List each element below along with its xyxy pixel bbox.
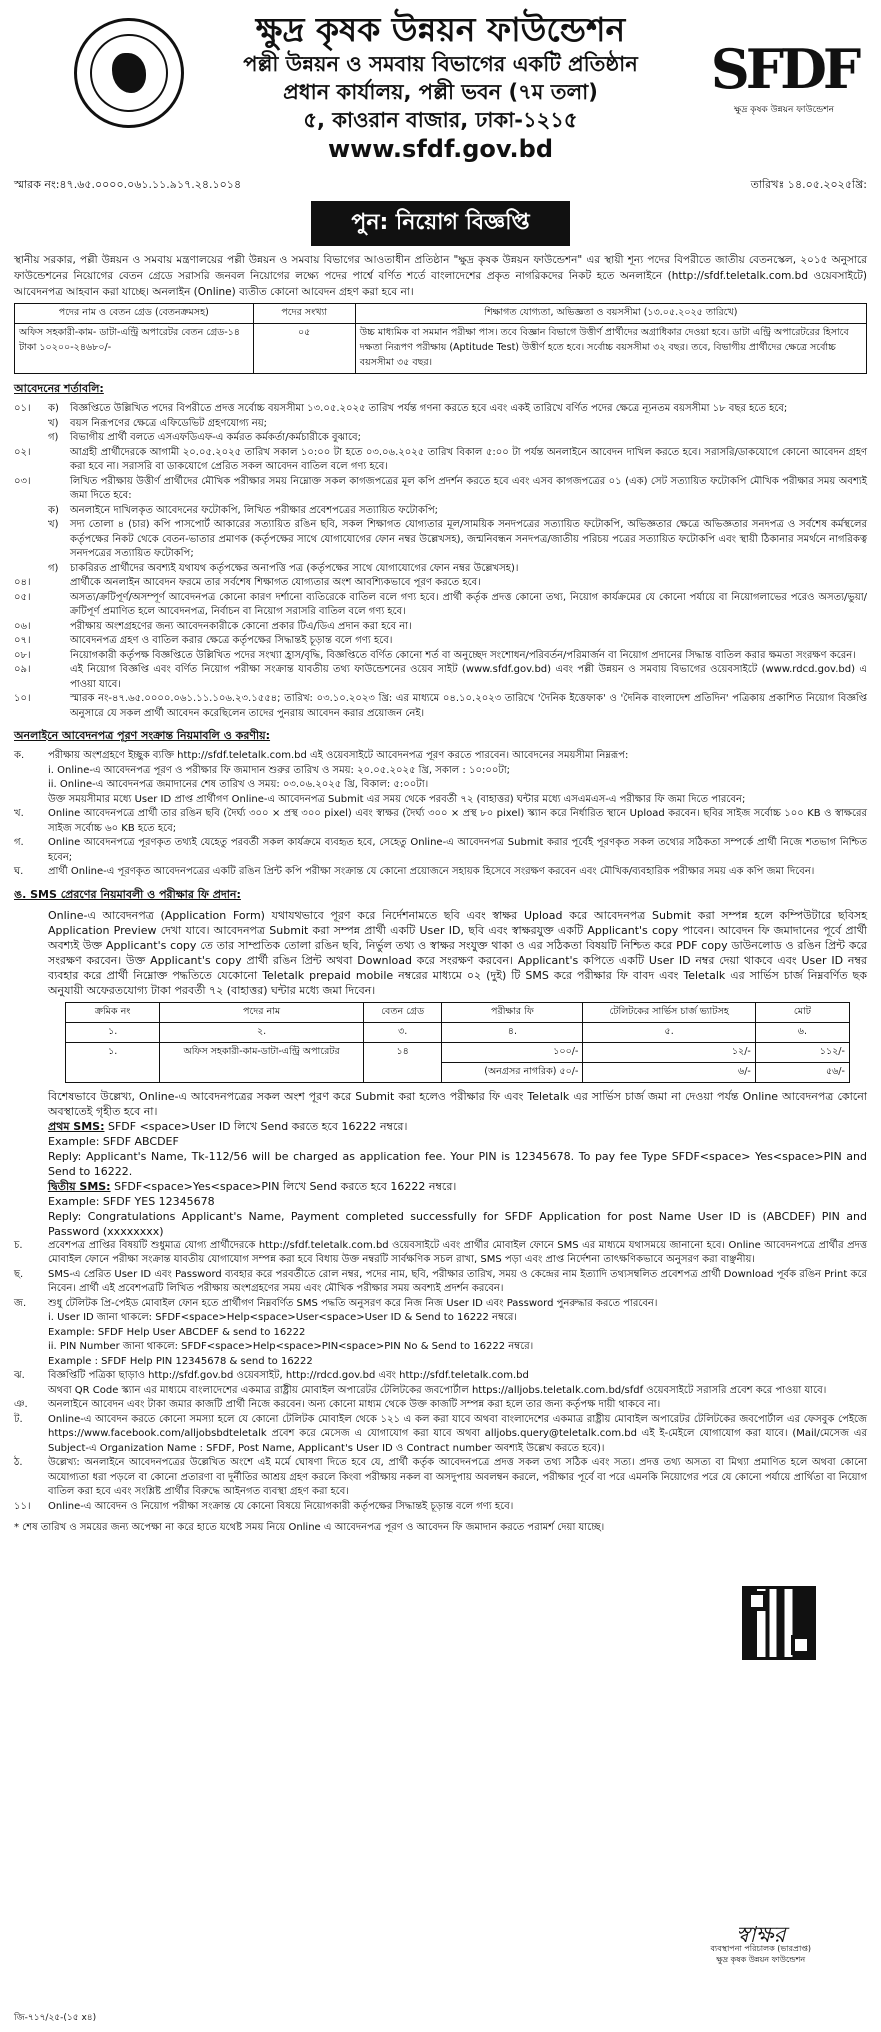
list-item: [14, 692, 867, 721]
sms1-instructions: SFDF <space>User ID লিখে Send করতে হবে 16222 নম্বরে।: [107, 1119, 408, 1133]
item-text: i. Online-এ আবেদনপত্র পূরণ ও পরীক্ষার ফি জমাদান শুরুর তারিখ ও সময়: ২০.০৫.২০২৫ খ্রি, সকাল : ১০:০০টা;: [48, 764, 511, 776]
list-item: [14, 749, 867, 764]
fee-general-cell: ১০০/-: [442, 1042, 583, 1062]
item-text: উক্ত সময়সীমার মধ্যে User ID প্রাপ্ত প্রার্থীগণ Online-এ আবেদনপত্র Submit এর সময় থেকে পরবর্তী ৭২ (বাহাত্তর) ঘন্টার মধ্যে এসএমএস-এ পরীক্ষার ফি জমা দিতে পারবেন;: [48, 793, 746, 805]
sfdf-logo: [710, 24, 858, 134]
total-general-cell: ১১২/-: [755, 1042, 849, 1062]
total-backward-cell: ৫৬/-: [755, 1062, 849, 1082]
item-text: ii. Online-এ আবেদনপত্র জমাদানের শেষ তারিখ ও সময়: ০৩.০৬.২০২৫ খ্রি, বিকাল: ৫:০০টা।: [48, 779, 429, 790]
charge-backward-cell: ৬/-: [583, 1062, 755, 1082]
item-text: Online আবেদনপত্রে প্রার্থী তার রঙিন ছবি (দৈর্ঘ্য ৩০০ × প্রস্থ ৩০০ pixel) এবং স্বাক্ষর (দৈর্ঘ্য ৩০০ × প্রস্থ ৮০ pixel) স্ক্যান করে নির্ধারিত স্থানে Upload করবেন। ছবির সাইজ সর্বোচ্চ ১০০ KB ও স্বাক্ষরের সাইজ সর্বোচ্চ ৬০ KB হতে হবে;: [48, 808, 867, 834]
header: [14, 0, 867, 170]
item-number: [14, 518, 48, 562]
list-item: [14, 620, 867, 635]
conditions-list: [14, 402, 867, 721]
posts-table: [14, 303, 867, 374]
table-header: মোট: [755, 1002, 849, 1022]
list-item: [14, 1239, 867, 1268]
list-item: [14, 1311, 867, 1326]
sfdf-logo-tag: ক্ষুদ্র কৃষক উন্নয়ন ফাউন্ডেশন: [734, 104, 834, 115]
sms-title: ঙ. SMS প্রেরণের নিয়মাবলী ও পরীক্ষার ফি প্রদান:: [14, 887, 241, 901]
item-number: [14, 1355, 48, 1370]
list-item: [14, 1369, 867, 1384]
item-text: Example: SFDF Help User ABCDEF & send to 16222: [48, 1326, 306, 1338]
item-number: [14, 764, 48, 779]
list-item: [14, 1384, 867, 1399]
table-header: টেলিটকের সার্ভিস চার্জ ভ্যাটসহ: [583, 1002, 755, 1022]
item-sub-number: [48, 446, 70, 475]
list-item: [14, 1355, 867, 1370]
sms-instructions: Online-এ আবেদনপত্র (Application Form) যথাযথভাবে পূরণ করে নির্দেশনামতে ছবি এবং স্বাক্ষর Upload করে আবেদনপত্র Submit করা সম্পন্ন হলে কম্পিউটারে ছবিসহ Application Preview দেখা যাবে। আবেদনপত্র Submit করা সম্পন্ন প্রার্থী একটি User ID, ছবি এবং স্বাক্ষরযুক্ত একটি Applicant's copy পাবেন। আবেদন ফি জমাদানের পূর্বে প্রার্থী অবশ্যই উক্ত Applicant's copy তে তার সাম্প্রতিক তোলা রঙিন ছবি, নির্ভুল তথ্য ও স্বাক্ষর সংযুক্ত থাকা ও এর সঠিকতা বিষয়টি নিশ্চিত করে PDF copy ডাউনলোড ও রঙিন প্রিন্ট করে সংরক্ষণ করবেন। উক্ত Applicant's copy প্রার্থী রঙিন প্রিন্ট অথবা Download করে সংরক্ষণ করবেন। Applicant's কপিতে একটি User ID নম্বর দেয়া থাকবে এবং User ID নম্বর ব্যবহার করে প্রার্থী নিম্নোক্ত পদ্ধতিতে যেকোনো Teletalk prepaid mobile নম্বরের মাধ্যমে ০২ (দুই) টি SMS করে পরীক্ষার ফি বাবদ এবং Teletalk এর সার্ভিস চার্জ নিম্নবর্ণিত ছক অনুযায়ী অফেরতযোগ্য টাকা পরবর্তী ৭২ (বাহাত্তর) ঘন্টার মধ্যে জমা দিবেন।: [48, 908, 867, 997]
table-header: পদের সংখ্যা: [253, 304, 355, 324]
item-number: ঝ.: [14, 1370, 25, 1381]
index-cell: ৩.: [363, 1022, 441, 1042]
item-number: ১০।: [14, 693, 31, 704]
table-header: শিক্ষাগত যোগ্যতা, অভিজ্ঞতা ও বয়সসীমা (১৩.০৫.২০২৫ তারিখে): [355, 304, 866, 324]
list-item: [14, 417, 867, 432]
org-name: ক্ষুদ্র কৃষক উন্নয়ন ফাউন্ডেশন: [255, 10, 626, 49]
item-text: আগ্রহী প্রার্থীদেরকে আগামী ২০.০৫.২০২৫ তারিখ সকাল ১০:০০ টা হতে ০৩.০৬.২০২৫ তারিখ বিকাল ৫:০০ টা পর্যন্ত অনলাইনে আবেদন দাখিল করতে হবে। সরাসরি/ডাকযোগে কোনো আবেদন গ্রহণ করা হবে না। সরাসরি বা ডাকযোগে প্রেরিত সকল আবেদন বাতিল বলে গণ্য হবে।: [70, 446, 867, 472]
index-cell: ২.: [160, 1022, 364, 1042]
item-number: ০১।: [14, 403, 31, 414]
list-item: [14, 778, 867, 793]
item-number: গ.: [14, 837, 24, 848]
item-text: ii. PIN Number জানা থাকলে: SFDF<space>Help<space>PIN<space>PIN No & Send to 16222 নম্বরে।: [48, 1341, 534, 1352]
item-number: ০৬।: [14, 620, 31, 632]
item-text: অসত্য/ক্রটিপূর্ণ/অসম্পূর্ণ আবেদনপত্র কোনো কারণ দর্শানো ব্যতিরেকে বাতিল বলে গণ্য হবে। প্রার্থী কর্তৃক প্রদত্ত কোনো তথ্য, নিয়োগ কার্যক্রমের যে কোনো পর্যায়ে বা নিয়োগলাভের পরেও অসত্য/ভুয়া/ক্রটিপূর্ণ প্রমাণিত হলে আবেদনপত্র, নির্বাচন বা নিয়োগ সরাসরি বাতিল বলে গণ্য হবে।: [70, 591, 867, 617]
list-item: [14, 504, 867, 519]
post-count-cell: ০৫: [253, 324, 355, 374]
table-header: পরীক্ষার ফি: [442, 1002, 583, 1022]
list-item: [14, 1413, 867, 1457]
list-item: [14, 475, 867, 504]
item-sub-number: [48, 576, 70, 591]
item-text: লিখিত পরীক্ষায় উত্তীর্ণ প্রার্থীদের মৌখিক পরীক্ষার সময় নিম্নোক্ত সকল কাগজপত্রের মূল কপি প্রদর্শন করতে হবে এবং এসব কাগজপত্রের ০১ (এক) সেট সত্যায়িত ফটোকপি মৌখিক পরীক্ষার সময় অবশ্যই জমা দিতে হবে:: [70, 475, 867, 501]
item-number: ঞ.: [14, 1399, 28, 1410]
signature-mark: স্বাক্ষর: [735, 1923, 786, 1948]
item-sub-number: [48, 663, 70, 692]
footnote: * শেষ তারিখ ও সময়ের জন্য অপেক্ষা না করে হাতে যথেষ্ট সময় নিয়ে Online এ আবেদনপত্র পূরণ ও আবেদন ফি জমাদান করতে পরামর্শ দেয়া যাচ্ছে।: [14, 1522, 605, 1533]
item-sub-number: খ): [48, 519, 59, 530]
item-number: ০৯।: [14, 664, 31, 675]
memo-row: [14, 176, 867, 195]
bangladesh-map-icon: [112, 53, 146, 93]
fee-backward-cell: (অনগ্রসর নাগরিক) ৫০/-: [442, 1062, 583, 1082]
item-text: চাকরিরত প্রার্থীদের অবশ্যই যথাযথ কর্তৃপক্ষের অনাপত্তি পত্র (কর্তৃপক্ষের সাথে যোগাযোগের ফোন নম্বর উল্লেখসহ)।: [70, 562, 519, 574]
list-item: [14, 591, 867, 620]
item-number: [14, 431, 48, 446]
item-text: প্রবেশপত্র প্রাপ্তির বিষয়টি শুধুমাত্র যোগ্য প্রার্থীদেরকে http://sfdf.teletalk.com.bd ওয়েবসাইটে এবং প্রার্থীর মোবাইল ফোনে SMS এর মাধ্যমে যথাসময়ে জানানো হবে। Online আবেদনপত্রে প্রার্থীর প্রদত্ত মোবাইল ফোনে পরীক্ষা সংক্রান্ত যাবতীয় যোগাযোগ সম্পন্ন করা হবে বিধায় উক্ত নম্বরটি সার্বক্ষণিক সচল রাখা, SMS পড়া এবং প্রাপ্ত নির্দেশনা তাৎক্ষণিকভাবে অনুসরণ করা বাঞ্ছনীয়।: [48, 1239, 867, 1265]
item-text: নিয়োগকারী কর্তৃপক্ষ বিজ্ঞপ্তিতে উল্লিখিত পদের সংখ্যা হ্রাস/বৃদ্ধি, বিজ্ঞপ্তিতে বর্ণিত কোনো শর্ত বা অনুচ্ছেদ সংশোধন/পরিবর্তন/পরিমার্জন বা নিয়োগ প্রদানের সিদ্ধান্ত বাতিল করার ক্ষমতা সংরক্ষণ করেন।: [70, 649, 856, 661]
item-text: বিভাগীয় প্রার্থী বলতে এসএফডিএফ-এ কর্মরত কর্মকর্তা/কর্মচারীকে বুঝাবে;: [70, 432, 361, 443]
online-title: অনলাইনে আবেদনপত্র পূরণ সংক্রান্ত নিয়মাবলি ও করণীয়:: [14, 729, 271, 742]
serial-cell: ১.: [66, 1042, 160, 1082]
item-text: এই নিয়োগ বিজ্ঞপ্তি এবং বর্ণিত নিয়োগ পরীক্ষা সংক্রান্ত যাবতীয় তথ্য ফাউন্ডেশনের ওয়েব সাইট (www.sfdf.gov.bd) এবং পল্লী উন্নয়ন ও সমবায় বিভাগের ওয়েবসাইটে (www.rdcd.gov.bd) এ পাওয়া যাবে।: [70, 664, 867, 690]
memo-ref: স্মারক নং:৪৭.৬৫.০০০০.০৬১.১১.৯১৭.২৪.১০১৪: [14, 178, 242, 191]
table-row: [66, 1022, 850, 1042]
list-item: [14, 865, 867, 880]
list-item: [14, 518, 867, 562]
item-text: অথবা QR Code স্ক্যান এর মাধ্যমে বাংলাদেশের একমাত্র রাষ্ট্রীয় মোবাইল অপারেটর টেলিটকের জবপোর্টাল https://alljobs.teletalk.com.bd/sfdf ওয়েবসাইটে সরাসরি প্রবেশ করে পাওয়া যাবে।: [48, 1384, 827, 1396]
office-name: প্রধান কার্যালয়, পল্লী ভবন (৭ম তলা): [283, 80, 598, 104]
list-item: [14, 836, 867, 865]
item-sub-number: ক): [48, 403, 59, 414]
item-text: Online আবেদনপত্রে পূরণকৃত তথ্যই যেহেতু পরবর্তী সকল কার্যক্রমে ব্যবহৃত হবে, সেহেতু Online-এ আবেদনপত্র Submit করার পূর্বেই পূরণকৃত সকল তথ্যের সঠিকতা সম্পর্কে প্রার্থী নিজে শতভাগ নিশ্চিত হবেন;: [48, 837, 867, 863]
table-header: পদের নাম: [160, 1002, 364, 1022]
table-row: [15, 324, 867, 374]
list-item: [14, 793, 867, 808]
item-number: [14, 1340, 48, 1355]
item-text: অনলাইনে দাখিলকৃত আবেদনের ফটোকপি, লিখিত পরীক্ষার প্রবেশপত্রের সত্যায়িত ফটোকপি;: [70, 504, 438, 516]
sms2-example: Example: SFDF YES 12345678: [48, 1194, 215, 1208]
post-cell: অফিস সহকারী-কাম-ডাটা-এন্ট্রি অপারেটর: [160, 1042, 364, 1082]
memo-date: তারিখঃ ১৪.০৫.২০২৫খ্রি:: [750, 178, 867, 191]
item-number: ০৪।: [14, 577, 31, 588]
sms2-reply: Reply: Congratulations Applicant's Name, Payment completed successfully for SFDF Application for post Name User ID is (ABCDEF) PIN and Password (xxxxxxxx): [48, 1209, 867, 1238]
table-header: পদের নাম ও বেতন গ্রেড (বেতনক্রমসহ): [15, 304, 254, 324]
list-item: [14, 1268, 867, 1297]
item-number: [14, 417, 48, 432]
office-address: ৫, কাওরান বাজার, ঢাকা-১২১৫: [303, 108, 578, 132]
table-header: ক্রমিক নং: [66, 1002, 160, 1022]
charge-general-cell: ১২/-: [583, 1042, 755, 1062]
item-text: বয়স নিরূপণের ক্ষেত্রে এফিডেভিট গ্রহণযোগ্য নয়;: [70, 417, 268, 429]
item-number: ঠ.: [14, 1457, 23, 1468]
sms1-reply: Reply: Applicant's Name, Tk-112/56 will be charged as application fee. Your PIN is 12345678. To pay fee Type SFDF<space> Yes<space>PIN and Send to 16222.: [48, 1149, 867, 1178]
item-number: [14, 1326, 48, 1341]
item-number: ০২।: [14, 446, 31, 458]
item-number: [14, 562, 48, 577]
online-rules-list: [14, 749, 867, 880]
item-text: বিজ্ঞপ্তিতে উল্লিখিত পদের বিপরীতে প্রদত্ত সর্বোচ্চ বয়সসীমা ১৩.০৫.২০২৫ তারিখ পর্যন্ত গণনা করতে হবে এবং একই তারিখে বর্ণিত পদের ক্ষেত্রে ন্যূনতম বয়সসীমা ১৮ বছর হতে হবে;: [70, 403, 788, 414]
item-text: Online-এ আবেদন ও নিয়োগ পরীক্ষা সংক্রান্ত যে কোনো বিষয়ে নিয়োগকারী কর্তৃপক্ষের সিদ্ধান্তই চূড়ান্ত বলে গণ্য হবে।: [48, 1500, 514, 1512]
list-item: [14, 576, 867, 591]
item-sub-number: ক): [48, 504, 59, 516]
item-number: [14, 504, 48, 519]
item-text: Example : SFDF Help PIN 12345678 & send to 16222: [48, 1355, 313, 1367]
list-item: [14, 402, 867, 417]
item-sub-number: [48, 634, 70, 649]
item-number: [14, 1311, 48, 1326]
item-text: i. User ID জানা থাকলে: SFDF<space>Help<space>User<space>User ID & Send to 16222 নম্বরে।: [48, 1312, 517, 1323]
list-item: [14, 634, 867, 649]
item-number: জ.: [14, 1297, 27, 1309]
index-cell: ৫.: [583, 1022, 755, 1042]
sfdf-logo-mark: SFDF: [710, 36, 858, 101]
website[interactable]: www.sfdf.gov.bd: [327, 135, 554, 163]
fees-table: [65, 1002, 850, 1083]
notice-banner: পুন: নিয়োগ বিজ্ঞপ্তি: [311, 201, 569, 246]
item-number: ঘ.: [14, 866, 24, 877]
signatory-title: ব্যবস্থাপনা পরিচালক (ভারপ্রাপ্ত): [710, 1944, 811, 1953]
list-item: [14, 1340, 867, 1355]
item-number: ১১।: [14, 1500, 31, 1512]
item-text: প্রার্থী Online-এ পূরণকৃত আবেদনপত্রের একটি রঙিন প্রিন্ট কপি পরীক্ষা সংক্রান্ত যে কোনো প্রয়োজনে সহায়ক হিসেবে সংরক্ষণ করবেন এবং মৌখিক/ব্যবহারিক পরীক্ষার সময় এক কপি জমা দিবেন।: [48, 866, 815, 877]
item-number: ছ.: [14, 1268, 24, 1280]
item-number: চ.: [14, 1239, 23, 1251]
print-code: জি-৭১৭/২৫-(১৫ x৪): [14, 2013, 97, 2023]
sms2-label: দ্বিতীয় SMS:: [48, 1179, 111, 1193]
item-sub-number: গ): [48, 432, 59, 443]
item-sub-number: [48, 591, 70, 620]
list-item: [14, 1500, 867, 1515]
item-number: [14, 793, 48, 808]
item-number: ০৫।: [14, 591, 31, 603]
list-item: [14, 431, 867, 446]
signature-block: [710, 1923, 811, 1965]
govt-seal-logo: [74, 18, 184, 128]
item-sub-number: খ): [48, 417, 59, 429]
org-subtitle: পল্লী উন্নয়ন ও সমবায় বিভাগের একটি প্রতিষ্ঠান: [243, 52, 638, 76]
list-item: [14, 807, 867, 836]
item-text: সদ্য তোলা ৪ (চার) কপি পাসপোর্ট আকারের সত্যায়িত রঙিন ছবি, সকল শিক্ষাগত যোগ্যতার মূল/সাময়িক সনদপত্রের সত্যায়িত ফটোকপি, অভিজ্ঞতার ক্ষেত্রে অভিজ্ঞতার সনদপত্র ও সর্বশেষ কর্মস্থলের কর্তৃপক্ষের নিকট থেকে বেতন-ভাতার প্রমাণক (কর্তৃপক্ষের সাথে যোগাযোগের ফোন নম্বর উল্লেখসহ), জন্মনিবন্ধন সনদপত্র/জাতীয় পরিচয় পত্রের সত্যায়িত ফটোকপি এবং স্থায়ী ঠিকানার সমর্থনে নাগরিকত্ব সনদপত্রের সত্যায়িত ফটোকপি;: [70, 519, 867, 559]
item-number: খ.: [14, 808, 24, 819]
sms2-instructions: SFDF<space>Yes<space>PIN লিখে Send করতে হবে 16222 নম্বরে।: [114, 1179, 457, 1193]
list-item: [14, 764, 867, 779]
intro-paragraph: স্থানীয় সরকার, পল্লী উন্নয়ন ও সমবায় মন্ত্রণালয়ের পল্লী উন্নয়ন ও সমবায় বিভাগের আওতাধীন প্রতিষ্ঠান "ক্ষুদ্র কৃষক উন্নয়ন ফাউন্ডেশন" এর স্থায়ী শূন্য পদের বিপরীতে জাতীয় বেতনস্কেল, ২০১৫ অনুসারে ফাউন্ডেশনের নিয়োগের বেতন গ্রেডে সরাসরি জনবল নিয়োগের লক্ষ্যে পদের পার্শ্বে বর্ণিত শর্তে বাংলাদেশের প্রকৃত নাগরিকদের নিকট হতে অনলাইনে (http://sfdf.teletalk.com.bd ওয়েবসাইটে) আবেদনপত্র আহবান করা যাচ্ছে। অনলাইন (Online) ব্যতীত কোনো আবেদন গ্রহণ করা হবে না।: [14, 254, 867, 298]
sms-after-note: বিশেষভাবে উল্লেখ্য, Online-এ আবেদনপত্রের সকল অংশ পূরণ করে Submit করা হলেও পরীক্ষার ফি এবং Teletalk এর সার্ভিস চার্জ জমা না দেওয়া পর্যন্ত Online আবেদনপত্র কোনো অবস্থাতেই গৃহীত হবে না।: [48, 1089, 867, 1118]
item-text: পরীক্ষায় অংশগ্রহণে ইচ্ছুক ব্যক্তি http://sfdf.teletalk.com.bd এই ওয়েবসাইটে আবেদনপত্র পূরণ করতে পারবেন। আবেদনের সময়সীমা নিম্নরূপ:: [48, 750, 629, 761]
list-item: [14, 1398, 867, 1413]
item-text: প্রার্থীকে অনলাইন আবেদন ফরমে তার সর্বশেষ শিক্ষাগত যোগ্যতার অংশ আবশ্যিকভাবে পূরণ করতে হবে।: [70, 577, 481, 588]
item-text: স্মারক নং-৪৭.৬৫.০০০০.০৬১.১১.১০৬.২৩.১৫৫৪; তারিখ: ০৩.১০.২০২৩ খ্রি: এর মাধ্যমে ০৪.১০.২০২৩ তারিখে 'দৈনিক ইত্তেফাক' ও 'দৈনিক বাংলাদেশ প্রতিদিন' পত্রিকায় প্রকাশিত নিয়োগ বিজ্ঞপ্তি অনুসারে যে সকল প্রার্থী আবেদন করেছিলেন তাদের পুনরায় আবেদন করার প্রয়োজন নেই।: [70, 693, 867, 719]
item-number: ০৮।: [14, 649, 31, 661]
item-text: উল্লেখ্য: অনলাইনে আবেদনপত্রের উল্লেখিত অংশে এই মর্মে ঘোষণা দিতে হবে যে, প্রার্থী কর্তৃক আবেদনপত্রে প্রদত্ত সকল তথ্য সঠিক এবং সত্য। প্রদত্ত তথ্য অসত্য বা মিথ্যা প্রমাণিত হলে অথবা কোনো অযোগ্যতা ধরা পড়লে বা কোনো প্রতারণা বা দুর্নীতির আশ্রয় গ্রহণ করলে কিংবা পরীক্ষায় নকল বা অসদুপায় অবলম্বন করলে, পরীক্ষার পূর্বে বা পরে এমনকি নিয়োগের পরে যে কোনো পর্যায়ে প্রার্থিতা বা নিয়োগ বাতিল করা হবে এবং সংশ্লিষ্ট প্রার্থীর বিরুদ্ধে আইনগত ব্যবস্থা গ্রহণ করা হবে।: [48, 1457, 867, 1497]
item-text: অনলাইনে আবেদন এবং টাকা জমার কাজটি প্রার্থী নিজে করবেন। অন্য কোনো মাধ্যম থেকে উক্ত কাজটি সম্পন্ন করা হলে তার জন্য কর্তৃপক্ষ দায়ী থাকবে না।: [48, 1399, 661, 1410]
index-cell: ৪.: [442, 1022, 583, 1042]
list-item: [14, 1326, 867, 1341]
item-number: ট.: [14, 1413, 23, 1425]
list-item: [14, 1297, 867, 1312]
table-header: বেতন গ্রেড: [363, 1002, 441, 1022]
list-item: [14, 649, 867, 664]
item-sub-number: [48, 475, 70, 504]
qr-code-icon[interactable]: [742, 1586, 816, 1660]
sms1-label: প্রথম SMS:: [48, 1119, 105, 1133]
item-sub-number: গ): [48, 562, 59, 574]
list-item: [14, 446, 867, 475]
list-item: [14, 562, 867, 577]
online-more-list: [14, 1239, 867, 1515]
item-text: বিজ্ঞপ্তিটি পত্রিকা ছাড়াও http://sfdf.gov.bd ওয়েবসাইট, http://rdcd.gov.bd এবং http://sfdf.teletalk.com.bd: [48, 1370, 529, 1381]
item-number: [14, 1384, 48, 1399]
sms1-example: Example: SFDF ABCDEF: [48, 1134, 179, 1148]
item-text: আবেদনপত্র গ্রহণ ও বাতিল করার ক্ষেত্রে কর্তৃপক্ষের সিদ্ধান্তই চূড়ান্ত বলে গণ্য হবে।: [70, 635, 393, 646]
item-number: ০৭।: [14, 635, 31, 646]
item-text: শুধু টেলিটক প্রি-পেইড মোবাইল ফোন হতে প্রার্থীগণ নিম্নবর্ণিত SMS পদ্ধতি অনুসরণ করে নিজ নিজ User ID এবং Password পুনরুদ্ধার করতে পারবেন।: [48, 1297, 658, 1309]
list-item: [14, 1456, 867, 1500]
index-cell: ৬.: [755, 1022, 849, 1042]
post-name-cell: অফিস সহকারী-কাম- ডাটা-এন্ট্রি অপারেটর বেতন গ্রেড-১৪ টাকা ১০২০০-২৪৬৮০/-: [15, 324, 254, 374]
item-text: SMS-এ প্রেরিত User ID এবং Password ব্যবহার করে পরবর্তীতে রোল নম্বর, পদের নাম, ছবি, পরীক্ষার তারিখ, সময় ও কেন্দ্রের নাম ইত্যাদি তথ্যসম্বলিত প্রবেশপত্র প্রার্থী Download পূর্বক রঙিন Print করে নিবেন। প্রার্থী এই প্রবেশপত্রটি লিখিত পরীক্ষায় অংশগ্রহণের সময় এবং মৌখিক পরীক্ষার সময় অবশ্যই প্রদর্শন করবেন।: [48, 1268, 867, 1294]
list-item: [14, 663, 867, 692]
item-sub-number: [48, 649, 70, 664]
item-text: Online-এ আবেদন করতে কোনো সমস্যা হলে যে কোনো টেলিটক মোবাইল থেকে ১২১ এ কল করা যাবে অথবা বাংলাদেশের একমাত্র রাষ্ট্রীয় মোবাইল অপারেটর টেলিটকের জবপোর্টাল এর ফেসবুক পেইজে https://www.facebook.com/alljobsbdteletalk প্রবেশ করে মেসেজ এ যোগাযোগ করা যাবে অথবা alljobs.query@teletalk.com.bd এই ই-মেইলে যোগাযোগ করা যাবে। (Mail/মেসেজ এর Subject-এ Organization Name : SFDF, Post Name, Applicant's User ID ও Contract number অবশ্যই উল্লেখ করতে হবে)।: [48, 1413, 867, 1454]
item-text: পরীক্ষায় অংশগ্রহণের জন্য আবেদনকারীকে কোনো প্রকার টিএ/ডিএ প্রদান করা হবে না।: [70, 620, 412, 632]
item-sub-number: [48, 620, 70, 635]
item-sub-number: [48, 692, 70, 721]
item-number: ক.: [14, 750, 25, 761]
table-row: [66, 1042, 850, 1062]
item-number: [14, 778, 48, 793]
index-cell: ১.: [66, 1022, 160, 1042]
grade-cell: ১৪: [363, 1042, 441, 1082]
conditions-title: আবেদনের শর্তাবলি:: [14, 382, 104, 395]
item-number: ০৩।: [14, 475, 31, 487]
qualification-cell: উচ্চ মাধ্যমিক বা সমমান পরীক্ষা পাস। তবে বিজ্ঞান বিভাগে উত্তীর্ণ প্রার্থীদের অগ্রাধিকার দেওয়া হবে। ডাটা এন্ট্রি অপারেটরের হিসাবে দক্ষতা নিরূপণ পরীক্ষায় (Aptitude Test) উত্তীর্ণ হতে হবে। সর্বোচ্চ বয়সসীমা ৩২ বছর। তবে, বিভাগীয় প্রার্থীদের ক্ষেত্রে সর্বোচ্চ বয়সসীমা ৩৫ বছর।: [355, 324, 866, 374]
signatory-org: ক্ষুদ্র কৃষক উন্নয়ন ফাউন্ডেশন: [716, 1955, 806, 1964]
